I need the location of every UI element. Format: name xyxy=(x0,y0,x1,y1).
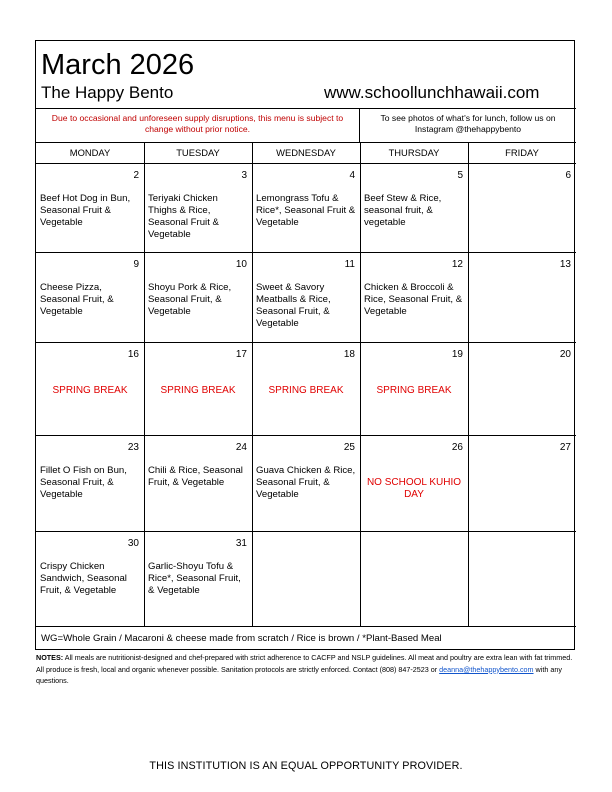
day-header-monday: MONDAY xyxy=(69,147,111,158)
meal-description: Beef Stew & Rice, seasonal fruit, & vegetable xyxy=(364,193,442,228)
calendar-day-cell xyxy=(36,253,144,343)
meal-description: Chili & Rice, Seasonal Fruit, & Vegetable xyxy=(148,465,243,488)
notes-tail: with any questions. xyxy=(36,664,562,685)
calendar-day-cell xyxy=(468,343,576,436)
calendar-day-cell xyxy=(468,436,576,532)
calendar-day-cell xyxy=(360,343,468,436)
day-header-wednesday: WEDNESDAY xyxy=(276,147,336,158)
day-number: 4 xyxy=(349,170,355,181)
day-number: 12 xyxy=(451,259,463,270)
special-day-notice: SPRING BREAK xyxy=(160,385,236,396)
day-number: 19 xyxy=(451,349,463,360)
calendar-header xyxy=(36,41,576,109)
calendar-day-cell xyxy=(252,164,360,253)
calendar-day-cell xyxy=(252,532,360,627)
meal-description: Guava Chicken & Rice, Seasonal Fruit, & Vegetable xyxy=(256,465,356,500)
day-header-thursday: THURSDAY xyxy=(388,147,440,158)
page-title: March 2026 xyxy=(41,49,195,81)
meal-description: Garlic-Shoyu Tofu & Rice*, Seasonal Fruit, & Vegetable xyxy=(148,561,241,596)
meal-description: Sweet & Savory Meatballs & Rice, Seasonal Fruit, & Vegetable xyxy=(256,282,331,329)
special-day-notice: SPRING BREAK xyxy=(376,385,452,396)
calendar-day-cell xyxy=(36,532,144,627)
equal-opportunity-statement: THIS INSTITUTION IS AN EQUAL OPPORTUNITY PROVIDER. xyxy=(149,760,463,772)
notes-label: NOTES: xyxy=(36,653,64,662)
day-number: 6 xyxy=(565,170,571,181)
day-number: 5 xyxy=(457,170,463,181)
meal-description: Lemongrass Tofu & Rice*, Seasonal Fruit & Vegetable xyxy=(256,193,356,228)
calendar-day-cell xyxy=(468,253,576,343)
day-number: 20 xyxy=(559,349,571,360)
calendar-day-cell xyxy=(360,164,468,253)
special-day-notice: SPRING BREAK xyxy=(268,385,344,396)
day-number: 13 xyxy=(559,259,571,270)
calendar-day-cell xyxy=(36,164,144,253)
day-number: 16 xyxy=(127,349,139,360)
day-number: 9 xyxy=(133,259,139,270)
day-number: 23 xyxy=(127,442,139,453)
day-number: 10 xyxy=(235,259,247,270)
notes-section xyxy=(36,652,576,687)
calendar-day-cell xyxy=(36,343,144,436)
instagram-notice: To see photos of what's for lunch, follow us on Instagram @thehappybento xyxy=(380,113,556,134)
calendar-day-cell xyxy=(360,253,468,343)
calendar-day-cell xyxy=(144,164,252,253)
day-number: 17 xyxy=(235,349,247,360)
calendar-day-cell xyxy=(36,436,144,532)
menu-calendar xyxy=(35,40,575,650)
calendar-day-cell xyxy=(252,343,360,436)
calendar-day-cell xyxy=(252,253,360,343)
calendar-day-cell xyxy=(144,532,252,627)
day-number: 2 xyxy=(133,170,139,181)
contact-email-link[interactable]: deanna@thehappybento.com xyxy=(439,664,534,674)
day-number: 31 xyxy=(235,538,247,549)
special-day-notice: SPRING BREAK xyxy=(52,385,128,396)
weekday-header xyxy=(36,143,576,164)
calendar-day-cell xyxy=(468,164,576,253)
meal-description: Shoyu Pork & Rice, Seasonal Fruit, & Vegetable xyxy=(148,282,232,317)
meal-description: Beef Hot Dog in Bun, Seasonal Fruit & Vegetable xyxy=(40,193,131,228)
notice-row xyxy=(36,109,576,143)
menu-legend: WG=Whole Grain / Macaroni & cheese made from scratch / Rice is brown / *Plant-Based Meal xyxy=(41,633,442,644)
day-number: 3 xyxy=(241,170,247,181)
calendar-day-cell xyxy=(144,343,252,436)
day-number: 30 xyxy=(127,538,139,549)
meal-description: Cheese Pizza, Seasonal Fruit, & Vegetable xyxy=(40,282,114,317)
meal-description: Teriyaki Chicken Thighs & Rice, Seasonal Fruit & Vegetable xyxy=(148,193,219,240)
day-number: 18 xyxy=(343,349,355,360)
calendar-day-cell xyxy=(144,436,252,532)
meal-description: Fillet O Fish on Bun, Seasonal Fruit, & Vegetable xyxy=(40,465,127,500)
calendar-day-cell xyxy=(144,253,252,343)
meal-description: Crispy Chicken Sandwich, Seasonal Fruit, & Vegetable xyxy=(40,561,127,596)
day-number: 25 xyxy=(343,442,355,453)
day-header-tuesday: TUESDAY xyxy=(176,147,220,158)
calendar-day-cell xyxy=(468,532,576,627)
calendar-day-cell xyxy=(360,436,468,532)
day-number: 11 xyxy=(344,259,355,270)
special-day-notice: NO SCHOOL KUHIO DAY xyxy=(366,477,462,500)
day-number: 27 xyxy=(559,442,571,453)
company-name: The Happy Bento xyxy=(41,83,174,102)
disruption-notice: Due to occasional and unforeseen supply disruptions, this menu is subject to change without prior notice. xyxy=(36,109,360,142)
day-number: 24 xyxy=(235,442,247,453)
calendar-day-cell xyxy=(252,436,360,532)
day-header-friday: FRIDAY xyxy=(505,147,539,158)
calendar-day-cell xyxy=(360,532,468,627)
website-link[interactable]: www.schoollunchhawaii.com xyxy=(324,83,540,102)
day-number: 26 xyxy=(451,442,463,453)
notes-text: All meals are nutritionist-designed and chef-prepared with strict adherence to CACFP and NSLP guidelines. All meat and poultry are extra lean with fat trimmed. All produce is fresh, local and organic whenever possible. Sanitation protocols are strictly enforced. Contact (808) 847-2523 or xyxy=(36,653,573,674)
meal-description: Chicken & Broccoli & Rice, Seasonal Fruit, & Vegetable xyxy=(364,282,463,317)
